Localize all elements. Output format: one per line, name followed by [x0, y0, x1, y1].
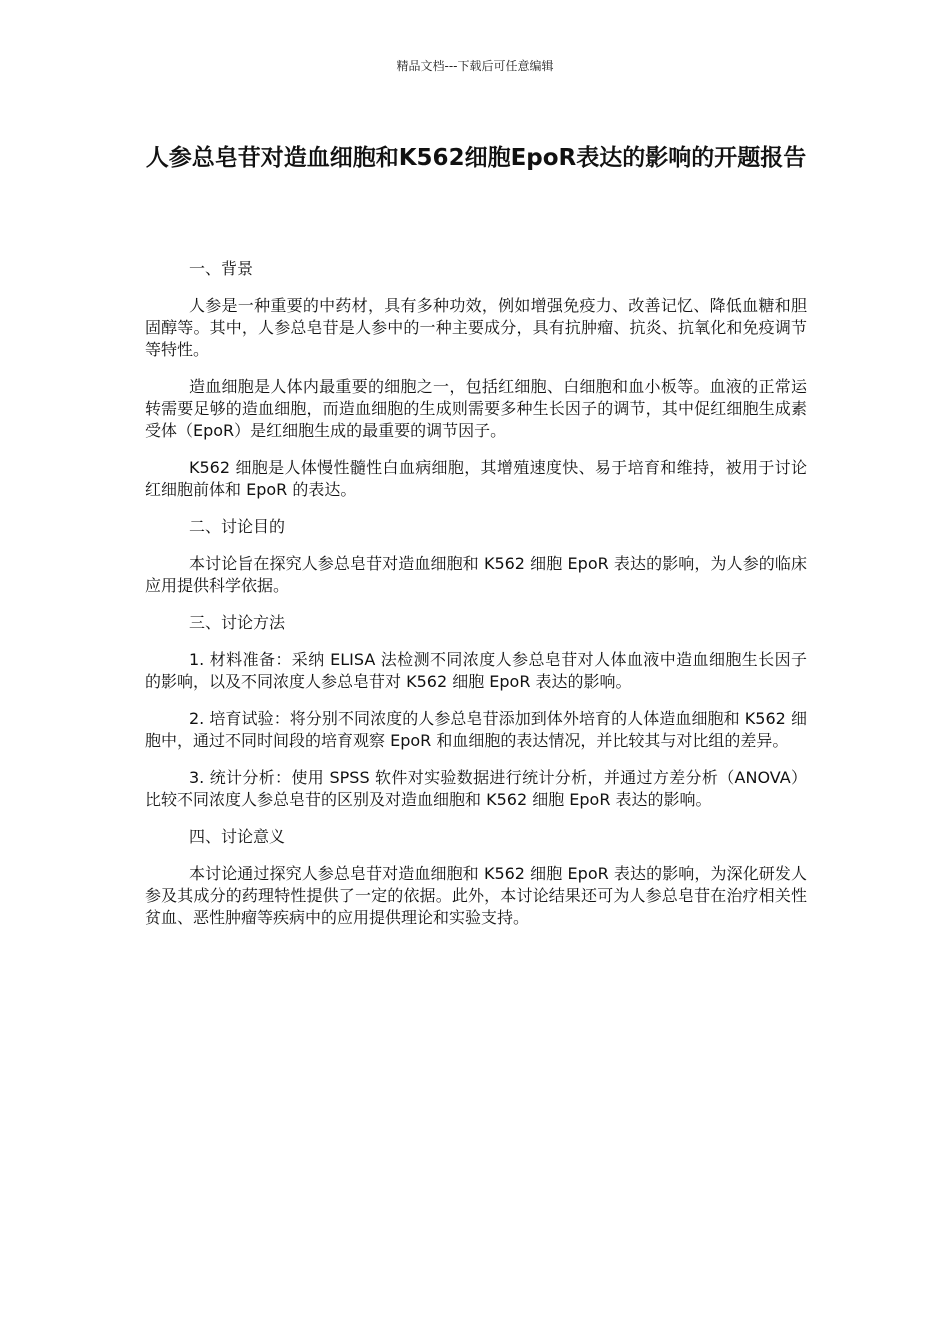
section-heading-purpose: 二、讨论目的 — [189, 517, 286, 536]
document-title: 人参总皂苷对造血细胞和K562细胞EpoR表达的影响的开题报告 — [145, 145, 807, 171]
paragraph: 本讨论旨在探究人参总皂苷对造血细胞和 K562 细胞 EpoR 表达的影响，为人参的临床应用提供科学依据。 — [145, 554, 807, 595]
header-note: 精品文档---下载后可任意编辑 — [396, 59, 554, 73]
section-heading-methods: 三、讨论方法 — [189, 613, 286, 632]
paragraph: 本讨论通过探究人参总皂苷对造血细胞和 K562 细胞 EpoR 表达的影响，为深化研发人参及其成分的药理特性提供了一定的依据。此外，本讨论结果还可为人参总皂苷在治疗相关性贫血、恶性肿瘤等疾病中的应用提供理论和实验支持。 — [145, 864, 807, 927]
paragraph: 造血细胞是人体内最重要的细胞之一，包括红细胞、白细胞和血小板等。血液的正常运转需要足够的造血细胞，而造血细胞的生成则需要多种生长因子的调节，其中促红细胞生成素受体（EpoR）是红细胞生成的最重要的调节因子。 — [145, 377, 807, 440]
paragraph: 人参是一种重要的中药材，具有多种功效，例如增强免疫力、改善记忆、降低血糖和胆固醇等。其中，人参总皂苷是人参中的一种主要成分，具有抗肿瘤、抗炎、抗氧化和免疫调节等特性。 — [145, 296, 807, 359]
paragraph: 3. 统计分析：使用 SPSS 软件对实验数据进行统计分析，并通过方差分析（ANOVA）比较不同浓度人参总皂苷的区别及对造血细胞和 K562 细胞 EpoR 表达的影响。 — [145, 768, 807, 809]
section-heading-significance: 四、讨论意义 — [189, 827, 286, 846]
paragraph: 2. 培育试验：将分别不同浓度的人参总皂苷添加到体外培育的人体造血细胞和 K562 细胞中，通过不同时间段的培育观察 EpoR 和血细胞的表达情况，并比较其与对比组的差异。 — [145, 709, 807, 750]
paragraph: 1. 材料准备：采纳 ELISA 法检测不同浓度人参总皂苷对人体血液中造血细胞生长因子的影响，以及不同浓度人参总皂苷对 K562 细胞 EpoR 表达的影响。 — [145, 650, 807, 691]
section-heading-background: 一、背景 — [189, 259, 254, 278]
paragraph: K562 细胞是人体慢性髓性白血病细胞，其增殖速度快、易于培育和维持，被用于讨论红细胞前体和 EpoR 的表达。 — [145, 458, 807, 499]
document-body — [145, 258, 807, 944]
